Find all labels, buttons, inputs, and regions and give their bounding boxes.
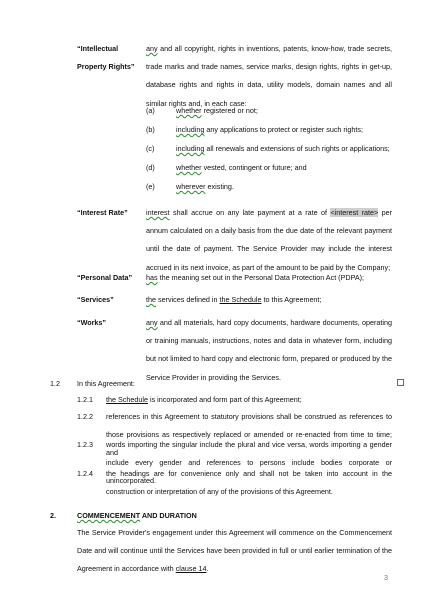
subclause-number: 1.2.1 [77, 395, 93, 404]
term-works: “Works” [77, 318, 107, 327]
definition-works: any and all materials, hard copy documents, hardware documents, operating or training manuals, instructions, notes and data in whatever form, including but not limited to hard copy and electronic form, prepared or produced by the Service Provider in providing the Services. [146, 318, 392, 382]
clause-intro: In this Agreement: [77, 379, 135, 388]
page-number: 3 [384, 573, 388, 582]
term-line-1: “Intellectual [77, 44, 119, 53]
subclause-text: references in this Agreement to statutory provisions shall be construed as references to those provisions as respectively replaced or amended or re-enacted from time to time; and [106, 412, 392, 457]
definition-services: the services defined in the Schedule to this Agreement; [146, 295, 322, 304]
subclause-text: the headings are for convenience only and shall not be taken into account in the construction or interpretation of any of the provisions of this Agreement. [106, 469, 392, 496]
section-heading: COMMENCEMENT AND DURATION [77, 511, 197, 520]
term-intellectual-property-rights [77, 44, 135, 72]
subclause-number: 1.2.3 [77, 440, 93, 449]
ip-item-label: (d) [146, 163, 155, 172]
ip-item-label: (e) [146, 182, 155, 191]
ip-item-label: (c) [146, 144, 155, 153]
subclause-number: 1.2.4 [77, 469, 93, 478]
subclause-text: words importing the singular include the plural and vice versa, words importing a gender include every gender and references to persons include bodies corporate or unincorporated. [106, 440, 392, 485]
definition-interest-rate: interest shall accrue on any late payment at a rate of <interest rate> per annum calculated on a daily basis from the due date of the relevant payment until the date of payment. The Service Provider may include the interest accrued in its next invoice, as part of the amount to be paid by the Company; [146, 208, 392, 272]
placeholder-field[interactable]: <interest rate> [330, 208, 379, 217]
term-personal-data: “Personal Data” [77, 273, 133, 282]
section-number: 2. [50, 511, 56, 520]
term-interest-rate: “Interest Rate” [77, 208, 128, 217]
section-2-body: The Service Provider's engagement under this Agreement will commence on the Commencement Date and will continue until the Services have been provided in full or until earlier termination of the Agreement in accordance with clause 14. [77, 528, 392, 573]
ip-item-text: whether vested, contingent or future; and [176, 163, 307, 172]
spell-marked-word: any [146, 44, 158, 53]
schedule-link[interactable]: the Schedule [219, 295, 262, 304]
clause-link[interactable]: clause 14 [175, 564, 207, 573]
term-line-2: Property Rights” [77, 62, 135, 71]
ip-item-text: including all renewals and extensions of such rights or applications; [176, 144, 390, 153]
definition-intellectual-property-rights [146, 40, 392, 113]
ip-item-text: including any applications to protect or register such rights; [176, 125, 363, 134]
ip-item-text: wherever existing. [176, 182, 234, 191]
clause-number: 1.2 [50, 379, 60, 388]
content-control-handle[interactable] [397, 379, 404, 386]
definition-text: and all copyright, rights in inventions, patents, know-how, trade secrets, trade marks and trade names, service marks, design rights, rights in get-up, database rights and rights in data, utility models, domain names and all similar rights and, in each case: [146, 44, 392, 108]
ip-item-label: (a) [146, 106, 155, 115]
schedule-link[interactable]: the Schedule [106, 395, 148, 404]
definition-personal-data: has the meaning set out in the Personal Data Protection Act (PDPA); [146, 273, 365, 282]
subclause-number: 1.2.2 [77, 412, 93, 421]
ip-item-label: (b) [146, 125, 155, 134]
term-services: “Services” [77, 295, 114, 304]
subclause-text: the Schedule is incorporated and form part of this Agreement; [106, 395, 302, 404]
ip-item-text: whether registered or not; [176, 106, 258, 115]
